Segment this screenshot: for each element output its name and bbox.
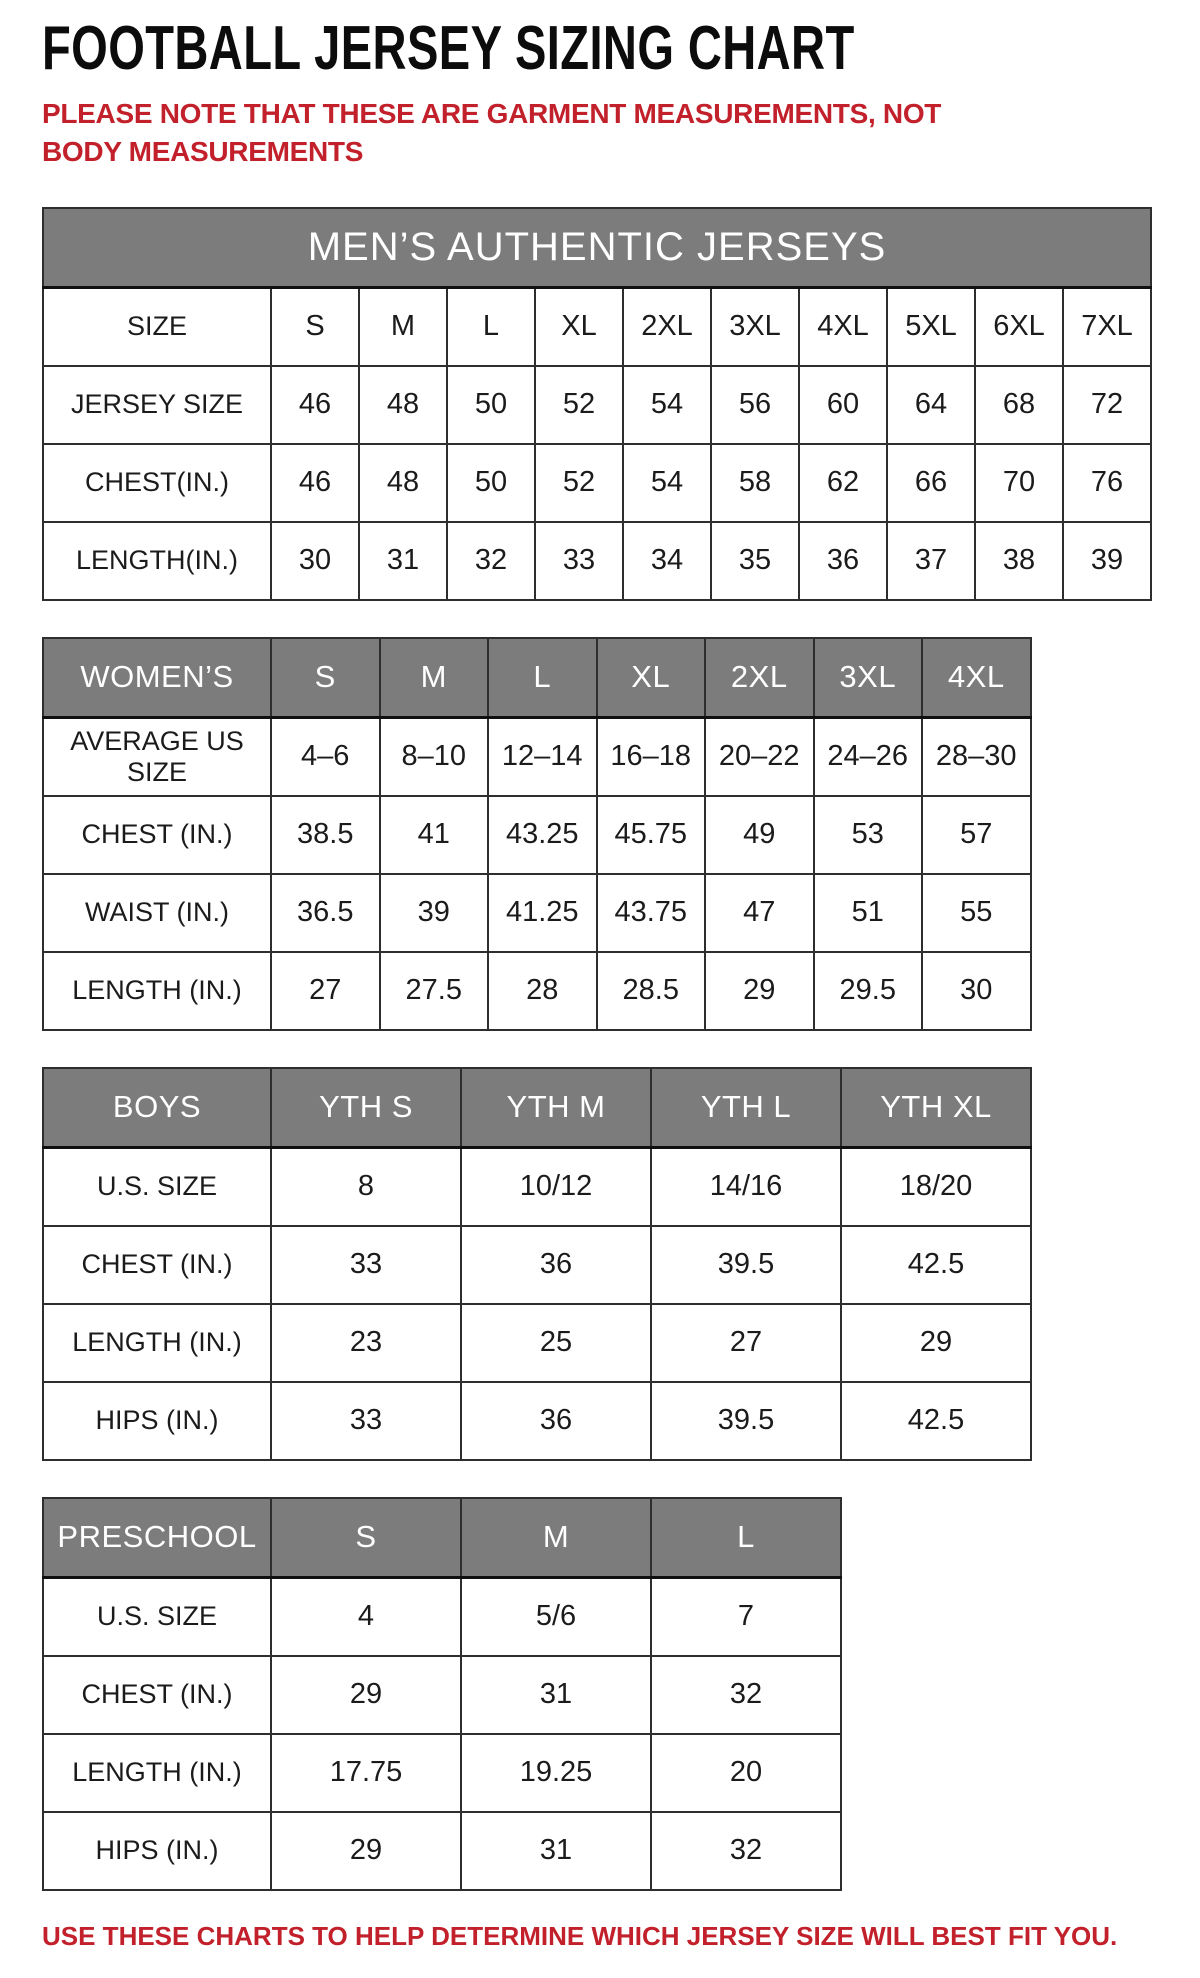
- size-value-cell: 16–18: [597, 718, 706, 796]
- size-value-cell: 38.5: [271, 796, 380, 874]
- size-value-cell: 43.75: [597, 874, 706, 952]
- size-value-cell: 42.5: [841, 1382, 1031, 1460]
- table-title-cell: PRESCHOOL: [43, 1498, 271, 1578]
- size-value-cell: 70: [975, 444, 1063, 522]
- size-column-header: S: [271, 638, 380, 718]
- table-row: [43, 718, 1031, 796]
- size-value-cell: 7: [651, 1578, 841, 1656]
- size-value-cell: 54: [623, 366, 711, 444]
- size-value-cell: 4: [271, 1578, 461, 1656]
- size-value-cell: 39.5: [651, 1382, 841, 1460]
- row-label-cell: WAIST (IN.): [43, 874, 271, 952]
- size-value-cell: 17.75: [271, 1734, 461, 1812]
- size-value-cell: 31: [461, 1812, 651, 1890]
- size-column-header: YTH XL: [841, 1068, 1031, 1148]
- size-column-header: M: [461, 1498, 651, 1578]
- size-value-cell: 31: [359, 522, 447, 600]
- size-value-cell: 66: [887, 444, 975, 522]
- size-column-header: M: [380, 638, 489, 718]
- size-value-cell: 76: [1063, 444, 1151, 522]
- size-value-cell: 28–30: [922, 718, 1031, 796]
- size-value-cell: 28.5: [597, 952, 706, 1030]
- size-value-cell: 32: [447, 522, 535, 600]
- table-title-cell: MEN’S AUTHENTIC JERSEYS: [43, 208, 1151, 288]
- size-value-cell: 20: [651, 1734, 841, 1812]
- row-label-cell: LENGTH (IN.): [43, 1304, 271, 1382]
- size-value-cell: 46: [271, 366, 359, 444]
- size-value-cell: 50: [447, 444, 535, 522]
- size-value-cell: XL: [535, 288, 623, 366]
- row-label-cell: CHEST (IN.): [43, 1226, 271, 1304]
- size-value-cell: 41: [380, 796, 489, 874]
- size-value-cell: 53: [814, 796, 923, 874]
- size-value-cell: 55: [922, 874, 1031, 952]
- size-value-cell: L: [447, 288, 535, 366]
- size-value-cell: 48: [359, 444, 447, 522]
- size-value-cell: 7XL: [1063, 288, 1151, 366]
- womens-jerseys-table: [42, 637, 1032, 1031]
- row-label-cell: JERSEY SIZE: [43, 366, 271, 444]
- size-value-cell: 3XL: [711, 288, 799, 366]
- size-value-cell: 27: [651, 1304, 841, 1382]
- table-header-row: [43, 1068, 1031, 1148]
- size-value-cell: 18/20: [841, 1148, 1031, 1226]
- row-label-cell: CHEST (IN.): [43, 796, 271, 874]
- size-value-cell: 68: [975, 366, 1063, 444]
- fit-advice-note: USE THESE CHARTS TO HELP DETERMINE WHICH JERSEY SIZE WILL BEST FIT YOU.: [42, 1920, 1118, 1951]
- size-value-cell: 4–6: [271, 718, 380, 796]
- row-label-cell: SIZE: [43, 288, 271, 366]
- size-value-cell: 5/6: [461, 1578, 651, 1656]
- size-value-cell: 48: [359, 366, 447, 444]
- size-value-cell: 36.5: [271, 874, 380, 952]
- size-value-cell: 35: [711, 522, 799, 600]
- size-value-cell: 19.25: [461, 1734, 651, 1812]
- size-value-cell: 23: [271, 1304, 461, 1382]
- size-column-header: YTH L: [651, 1068, 841, 1148]
- table-title-cell: BOYS: [43, 1068, 271, 1148]
- size-value-cell: 49: [705, 796, 814, 874]
- size-value-cell: 29: [271, 1656, 461, 1734]
- table-row: [43, 1382, 1031, 1460]
- table-row: [43, 1226, 1031, 1304]
- size-value-cell: 29: [705, 952, 814, 1030]
- size-value-cell: 32: [651, 1812, 841, 1890]
- size-value-cell: 10/12: [461, 1148, 651, 1226]
- size-value-cell: 33: [271, 1382, 461, 1460]
- size-value-cell: 51: [814, 874, 923, 952]
- size-value-cell: 39: [1063, 522, 1151, 600]
- size-value-cell: 27: [271, 952, 380, 1030]
- size-value-cell: 37: [887, 522, 975, 600]
- table-header-row: [43, 1498, 841, 1578]
- table-row: [43, 1734, 841, 1812]
- table-row: [43, 1304, 1031, 1382]
- table-row: [43, 874, 1031, 952]
- size-value-cell: S: [271, 288, 359, 366]
- size-value-cell: 36: [461, 1382, 651, 1460]
- size-value-cell: 14/16: [651, 1148, 841, 1226]
- size-value-cell: 36: [799, 522, 887, 600]
- size-value-cell: 29.5: [814, 952, 923, 1030]
- size-value-cell: 30: [271, 522, 359, 600]
- size-value-cell: 30: [922, 952, 1031, 1030]
- size-value-cell: 2XL: [623, 288, 711, 366]
- size-column-header: 2XL: [705, 638, 814, 718]
- table-row: [43, 366, 1151, 444]
- size-value-cell: 39: [380, 874, 489, 952]
- page-title-text: FOOTBALL JERSEY SIZING CHART: [42, 14, 855, 83]
- size-value-cell: 47: [705, 874, 814, 952]
- size-value-cell: 54: [623, 444, 711, 522]
- row-label-cell: LENGTH(IN.): [43, 522, 271, 600]
- table-header-row: [43, 638, 1031, 718]
- size-column-header: L: [488, 638, 597, 718]
- size-column-header: YTH M: [461, 1068, 651, 1148]
- table-row: [43, 1656, 841, 1734]
- row-label-cell: LENGTH (IN.): [43, 1734, 271, 1812]
- table-title-cell: WOMEN’S: [43, 638, 271, 718]
- size-value-cell: 60: [799, 366, 887, 444]
- size-value-cell: 8: [271, 1148, 461, 1226]
- size-value-cell: 52: [535, 444, 623, 522]
- size-value-cell: 20–22: [705, 718, 814, 796]
- size-value-cell: 38: [975, 522, 1063, 600]
- garment-measurement-note: PLEASE NOTE THAT THESE ARE GARMENT MEASUREMENTS, NOT BODY MEASUREMENTS: [42, 98, 942, 167]
- table-row: [43, 952, 1031, 1030]
- size-value-cell: 42.5: [841, 1226, 1031, 1304]
- table-row: [43, 1578, 841, 1656]
- size-value-cell: 57: [922, 796, 1031, 874]
- size-value-cell: 31: [461, 1656, 651, 1734]
- row-label-cell: CHEST(IN.): [43, 444, 271, 522]
- size-value-cell: 34: [623, 522, 711, 600]
- size-value-cell: 56: [711, 366, 799, 444]
- row-label-cell: HIPS (IN.): [43, 1812, 271, 1890]
- table-row: [43, 796, 1031, 874]
- row-label-cell: HIPS (IN.): [43, 1382, 271, 1460]
- size-value-cell: 6XL: [975, 288, 1063, 366]
- table-row: [43, 288, 1151, 366]
- size-value-cell: 4XL: [799, 288, 887, 366]
- table-row: [43, 1148, 1031, 1226]
- table-row: [43, 444, 1151, 522]
- size-column-header: XL: [597, 638, 706, 718]
- row-label-cell: AVERAGE US SIZE: [43, 718, 271, 796]
- size-value-cell: 33: [271, 1226, 461, 1304]
- size-value-cell: 41.25: [488, 874, 597, 952]
- size-value-cell: 62: [799, 444, 887, 522]
- size-value-cell: M: [359, 288, 447, 366]
- size-value-cell: 58: [711, 444, 799, 522]
- table-row: [43, 522, 1151, 600]
- size-value-cell: 64: [887, 366, 975, 444]
- size-value-cell: 12–14: [488, 718, 597, 796]
- size-column-header: 4XL: [922, 638, 1031, 718]
- size-value-cell: 72: [1063, 366, 1151, 444]
- size-column-header: 3XL: [814, 638, 923, 718]
- page-title: [42, 16, 1158, 81]
- size-value-cell: 33: [535, 522, 623, 600]
- size-value-cell: 52: [535, 366, 623, 444]
- row-label-cell: U.S. SIZE: [43, 1578, 271, 1656]
- size-value-cell: 5XL: [887, 288, 975, 366]
- row-label-cell: LENGTH (IN.): [43, 952, 271, 1030]
- size-value-cell: 45.75: [597, 796, 706, 874]
- mens-authentic-jerseys-table: [42, 207, 1152, 601]
- size-column-header: L: [651, 1498, 841, 1578]
- size-column-header: S: [271, 1498, 461, 1578]
- boys-jerseys-table: [42, 1067, 1032, 1461]
- size-column-header: YTH S: [271, 1068, 461, 1148]
- size-value-cell: 29: [271, 1812, 461, 1890]
- row-label-cell: CHEST (IN.): [43, 1656, 271, 1734]
- table-row: [43, 1812, 841, 1890]
- size-value-cell: 36: [461, 1226, 651, 1304]
- size-value-cell: 50: [447, 366, 535, 444]
- table-header-row: [43, 208, 1151, 288]
- size-value-cell: 25: [461, 1304, 651, 1382]
- size-value-cell: 32: [651, 1656, 841, 1734]
- size-value-cell: 24–26: [814, 718, 923, 796]
- size-value-cell: 46: [271, 444, 359, 522]
- size-value-cell: 8–10: [380, 718, 489, 796]
- size-value-cell: 43.25: [488, 796, 597, 874]
- preschool-jerseys-table: [42, 1497, 842, 1891]
- row-label-cell: U.S. SIZE: [43, 1148, 271, 1226]
- size-value-cell: 29: [841, 1304, 1031, 1382]
- size-value-cell: 28: [488, 952, 597, 1030]
- size-value-cell: 39.5: [651, 1226, 841, 1304]
- size-value-cell: 27.5: [380, 952, 489, 1030]
